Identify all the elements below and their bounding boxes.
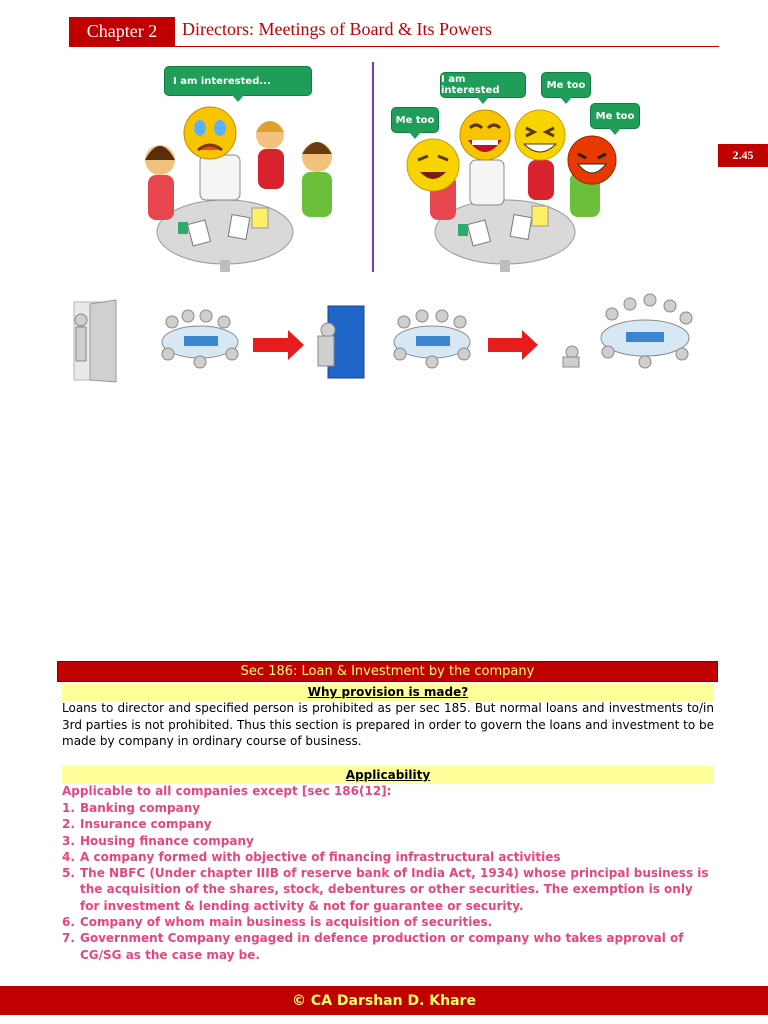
list-item [62, 849, 714, 865]
applicability-heading: Applicability [62, 766, 714, 784]
chapter-label: Chapter 2 [69, 17, 175, 46]
list-item [62, 833, 714, 849]
list-item [62, 816, 714, 832]
list-text: Housing finance company [80, 833, 254, 848]
list-text: Government Company engaged in defence production or company who takes approval of CG/SG as the case may be. [80, 931, 684, 962]
list-item [62, 800, 714, 816]
section-title-bar: Sec 186: Loan & Investment by the company [57, 661, 718, 682]
header-rule [69, 46, 719, 47]
speech-bubble-interested: I am interested... [164, 66, 312, 96]
applicability-intro: Applicable to all companies except [sec 186(12]: [62, 784, 392, 798]
process-illustration [60, 290, 700, 385]
exception-list [62, 800, 714, 963]
list-text: Banking company [80, 801, 201, 815]
list-item [62, 914, 714, 930]
list-number: 5. [62, 866, 75, 881]
list-item [62, 865, 714, 914]
footer-bar: © CA Darshan D. Khare [0, 986, 768, 1015]
speech-bubble-right-4: Me too [590, 103, 640, 129]
speech-bubble-right-3: Me too [391, 107, 439, 133]
list-item [62, 930, 714, 963]
speech-bubble-right-2: Me too [541, 72, 591, 98]
chapter-title: Directors: Meetings of Board & Its Powers [182, 19, 492, 39]
list-text: Insurance company [80, 817, 212, 832]
list-number: 1. [62, 801, 75, 815]
speech-bubble-right-1: I am interested [440, 72, 526, 98]
list-text: A company formed with objective of financing infrastructural activities [80, 849, 561, 864]
list-number: 6. [62, 915, 75, 930]
process-strip-image [60, 290, 700, 385]
list-text: Company of whom main business is acquisition of securities. [80, 915, 493, 930]
list-number: 4. [62, 849, 75, 864]
list-number: 7. [62, 931, 75, 946]
list-text: The NBFC (Under chapter IIIB of reserve bank of India Act, 1934) whose principal business is the acquisition of the shares, stock, debentures or other securities. The exemption is only for investment & lending activity & not for guarantee or security. [80, 866, 709, 913]
why-heading: Why provision is made? [62, 683, 714, 701]
why-paragraph: Loans to director and specified person is prohibited as per sec 185. But normal loans and investments to/in 3rd parties is not prohibited. Thus this section is prepared in order to govern the loans and investment to be made by company in ordinary course of business. [62, 701, 714, 748]
list-number: 3. [62, 833, 75, 848]
list-number: 2. [62, 817, 75, 832]
page-number-badge: 2.45 [718, 144, 768, 167]
